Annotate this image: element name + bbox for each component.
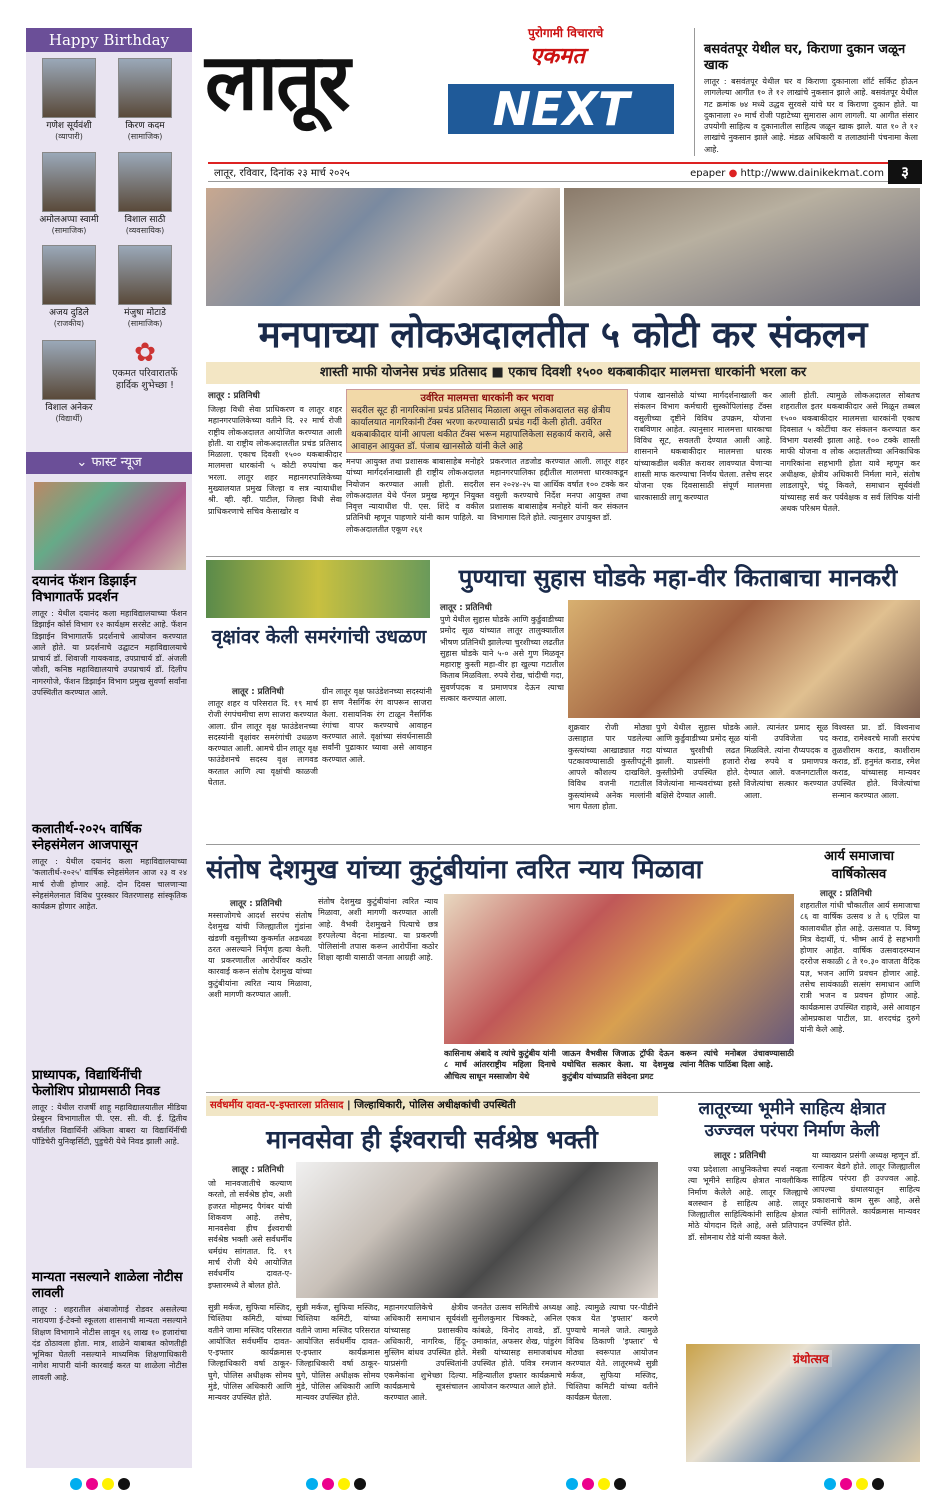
masthead-tagline: पुरोगामी विचाराचे: [528, 26, 604, 40]
registration-mark: [582, 1478, 594, 1490]
news-headline: दयानंद फॅशन डिझाईन विभागातर्फे प्रदर्शन: [32, 574, 137, 605]
news-body: लातूर : येथील दयानंद कला महाविद्यालयाच्या 'कलातीर्थ-२०२५' वार्षिक स्नेहसंमेलन आज २३ व २४ मार्च रोजी होणार आहे. दोन दिवस चालणाऱ्या स्नेहसंमेलनात विविध पुरस्कार वितरणासह सांस्कृतिक कार्यक्रम होणार आहेत.: [32, 857, 187, 912]
article-column: पंजाब खानसोळे यांच्या मार्गदर्शनाखाली कर संकलन विभाग कर्मचारी सुस्कोपिलांसह टॅक्स वसुलीच्या दृष्टीने विविध उपक्रम, योजना राबविणार आहेत. त्यानुसार मालमत्ता धारकाचा विविध सूट, सवलती देण्यात आली आहे. शासनाने थकबाकीदार मालमत्ता धारक यांच्याकडील थकीत करावर लावण्यात येणाऱ्या शास्ती माफ करण्याचा निर्णय घेतला. तसेच सदर योजना एक दिवसासाठी संपूर्ण मालमत्ता धारकासाठी लागू करण्यात: [634, 391, 772, 502]
article-column: सुन्नी मर्कज, सुफिया मस्जिद, चिश्तिया कमिटी, यांच्या वतीने जामा मस्जिद परिसरात आयोजित सर्वधर्मीय दावत-ए-इफ्तार कार्यक्रमास जिल्हाधिकारी वर्षा ठाकूर-घुगे, पोलिस अधीक्षक सोमय मुंडे, पोलिस अधिकारी आणि मान्यवर उपस्थित होते.: [296, 1303, 380, 1403]
story-photo: [444, 894, 794, 1044]
article-column: आहे. त्यामुळे त्याचा पर-पीडीने एकत्र येत 'इफ्तार' करणे पुण्याचे मानले जाते. त्यामुळे विविध ठिकाणी 'इफ्तार' चे मोठ्या स्वरूपात आयोजन करण्यात येते. लातूरमध्ये सुन्नी मर्कज, सुफिया मस्जिद, चिश्तिया कमिटी यांच्या वतीने कार्यक्रम घेतला.: [566, 1303, 658, 1403]
birthday-person: अमोलअप्पा स्वामी (सामाजिक): [34, 152, 104, 236]
article-column: मस्साजोगचे आदर्श सरपंच संतोष देशमुख यांची जिल्ह्यातील गुंडांना खंडणी वसुलीच्या कुकर्मात अडथळा ठरत असल्याने निर्घृण हत्या केली. या प्रकरणातील आरोपींवर कठोर कारवाई करून संतोष देशमुख यांच्या कुटुंबीयांना त्वरित न्याय मिळावा, अशी मागणी करण्यात आली.: [208, 911, 312, 1000]
news-headline: प्राध्यापक, विद्यार्थिनींची फेलोशिप प्रोग्रामसाठी निवड: [32, 1068, 160, 1099]
byline: लातूर : प्रतिनिधी: [232, 1165, 284, 1175]
divider: [694, 28, 695, 156]
story-photo: [564, 188, 920, 306]
article-column: ज्या प्रदेशाला आधुनिकतेचा स्पर्श नव्हता त्या भूमीने साहित्य क्षेत्रात नावलौकिक निर्माण केलेले आहे. लातूर जिल्ह्याचे बलस्थान हे साहित्य आहे. लातूर जिल्ह्यातील साहित्यिकांनी साहित्य क्षेत्रात मोठे योगदान दिले आहे, असे प्रतिपादन डॉ. सोमनाथ रोडे यांनी व्यक्त केले.: [688, 1165, 808, 1242]
top-right-headline: बसवंतपूर येथील घर, किराणा दुकान जळून खाक: [704, 42, 906, 73]
birthday-person: गणेश सूर्यवंशी (व्यापारी): [34, 58, 104, 142]
kicker-bar: सर्वधर्मीय दावत-ए-इफ्तारला प्रतिसाद | जिल्हाधिकारी, पोलिस अधीक्षकांची उपस्थिती: [206, 1096, 658, 1116]
kicker: आर्य समाजाचा: [824, 849, 894, 864]
masthead-lokmat: एकमत: [530, 44, 585, 69]
news-photo: [34, 482, 186, 570]
birthday-person: मंजुषा मोटाडे (सामाजिक): [110, 245, 180, 329]
registration-mark: [598, 1478, 610, 1490]
story-photo: [206, 188, 560, 306]
story-photo: [206, 560, 430, 618]
registration-mark: [102, 1478, 114, 1490]
registration-mark: [70, 1478, 82, 1490]
headline: लातूरच्या भूमीने साहित्य क्षेत्रात: [698, 1099, 886, 1119]
registration-mark: [338, 1478, 350, 1490]
byline: लातूर : प्रतिनिधी: [230, 899, 282, 909]
registration-mark: [824, 1478, 836, 1490]
article-column: आले. त्यानंतर प्रमाद सूळ यांनी उपविजेता पद मिळविले. त्यांना रौप्यपदक व रोख रुपये व प्रमाणपत्र देण्यात आले. वजनगटातील विजेत्यांचा सत्कार करण्यात आला.: [744, 723, 828, 800]
dateline: लातूर, रविवार, दिनांक २३ मार्च २०२५: [214, 168, 350, 179]
avatar: [42, 58, 96, 118]
headline: संतोष देशमुख यांच्या कुटुंबीयांना त्वरित न्याय मिळावा: [206, 855, 703, 885]
article-column: ग्रीन लातूर वृक्ष फाउंडेशनच्या सदस्यांनी हा सण नैसर्गिक रंग वापरून साजरा केला. रासायनिक रंग टाळून नैसर्गिक रंगांचा वापर करण्याचे आवाहन करण्यात आले. वृक्षांच्या संवर्धनासाठी सर्वांनी पुढाकार घ्यावा असे आवाहन करण्यात आले.: [322, 687, 432, 764]
photo-caption: जाऊन वैभवीस जिजाऊ ट्रॉफी देऊन यथोचित सत्कार केला. या देशमुख कुटुंबीय यांच्याप्रति संवेदना प्रगट: [562, 1049, 674, 1081]
headline: वृक्षांवर केली समरंगांची उधळण: [211, 626, 427, 648]
article-column: मनपा आयुक्त तथा प्रशासक बाबासाहेब मनोहरे यांच्या मार्गदर्शनाखाली ही राष्ट्रीय लोकअदालत नियोजन करण्यात आली होती. सदरील लोकअदालत येथे पॅनल प्रमुख म्हणून नियुक्त निवृत्त न्यायाधीश पी. एस. शिंदे व वकील प्रतिनिधी म्हणून पाहणारे यांनी काम पाहिले. या लोकअदालतीत एकूण २६१: [346, 457, 484, 534]
story-photo: [568, 600, 920, 718]
byline: लातूर : प्रतिनिधी: [714, 1151, 766, 1161]
headline: उज्ज्वल परंपरा निर्माण केली: [704, 1121, 880, 1141]
article-column: सुन्नी मर्कज, सुफिया मस्जिद, चिश्तिया कमिटी, यांच्या वतीने जामा मस्जिद परिसरात आयोजित सर्वधर्मीय दावत-ए-इफ्तार कार्यक्रमास जिल्हाधिकारी वर्षा ठाकूर-घुगे, पोलिस अधीक्षक सोमय मुंडे, पोलिस अधिकारी आणि मान्यवर उपस्थित होते.: [208, 1303, 292, 1403]
headline: पुण्याचा सुहास घोडके महा-वीर किताबाचा मानकरी: [458, 564, 898, 592]
registration-mark: [306, 1478, 318, 1490]
registration-mark: [856, 1478, 868, 1490]
masthead-next: NEXT: [448, 84, 674, 134]
article-column: शुक्रवार रोजी मोठ्या उत्साहात पार पडलेल्या कुस्त्यांच्या आखाड्यात गदा पटकावण्यासाठी कुस्तीपटूंनी आपले कौशल्य दाखविले. विविध वजनी गटातील कुस्त्यांमध्ये अनेक मल्लांनी भाग घेतला होता.: [568, 723, 652, 812]
registration-mark: [354, 1478, 366, 1490]
registration-mark: [86, 1478, 98, 1490]
article-column: संतोष देशमुख कुटुंबीयांना त्वरित न्याय मिळावा, अशी मागणी करण्यात आली आहे. वैभवी देशमुखने पित्याचे छत्र हरपलेल्या वेदना मांडल्या. या प्रकरणी पोलिसांनी तपास करून आरोपींना कठोर शिक्षा व्हावी यासाठी जनता आग्रही आहे.: [318, 897, 438, 963]
article-column: जनतेत उत्सव समितीचे अध्यक्ष सुनीलकुमार चिक्कटे, अनिल कांबळे, विनोद तावडे, डॉ. उमाकांत, अफसर शेख, पांडुरंग मेस्त्री यांच्यासह समाजबांधव उपस्थित होते. पवित्र रमजान महिन्यातील इफ्तार कार्यक्रमाचे आयोजन करण्यात आले होते.: [472, 1303, 562, 1392]
avatar: [118, 245, 172, 305]
top-right-body: लातूर : बसवंतपूर येथील घर व किराणा दुकानाला शॉर्ट सर्किट होऊन लागलेल्या आगीत १० ते १२ लाखांचे नुकसान झाले आहे. बसवंतपूर येथील गट क्रमांक ७४ मध्ये उद्धव सुरवसे यांचे घर व किराणा दुकान होते. या दुकानाला २० मार्च रोजी पहाटेच्या सुमारास आग लागली. या आगीत संसार उपयोगी साहित्य व दुकानातील साहित्य जळून खाक झाले. यात १० ते १२ लाखांचे नुकसान झाले आहे. मंडळ अधिकारी व तलाठ्यांनी पंचनामा केला आहे.: [704, 77, 918, 154]
headline: मनपाच्या लोकअदालतीत ५ कोटी कर संकलन: [258, 313, 868, 356]
dateline-bar: [208, 162, 888, 182]
registration-mark: [614, 1478, 626, 1490]
news-headline: मान्यता नसल्याने शाळेला नोटीस लावली: [32, 1270, 183, 1301]
registration-mark: [566, 1478, 578, 1490]
birthday-person: विशाल अनेकर (विद्यार्थी): [34, 340, 104, 424]
divider: [206, 556, 920, 557]
story-photo: [296, 1162, 658, 1298]
birthday-person: विशाल साठी (व्यवसायिक): [110, 152, 180, 236]
photo-caption: करून त्यांचे मनोबल उंचावण्यासाठी त्यांना नैतिक पाठिंबा दिला आहे.: [680, 1049, 794, 1070]
byline: लातूर : प्रतिनिधी: [440, 603, 492, 613]
fast-news-title: ⌄ फास्ट न्यूज: [26, 452, 192, 474]
highlight-box: उर्वरित मालमत्ता धारकांनी कर भरावा सदरील सूट ही नागरिकांना प्रचंड प्रतिसाद मिळाला असून लोकअदालत सह क्षेत्रीय कार्यालयात नागरिकांनी टॅक्स भरणा करण्यासाठी प्रचंड गर्दी केली होती. उर्वरित थकबाकीदार यांनी आपला थकीत टॅक्स भरून महापालिकेला सहकार्य करावे, असे आवाहन आयुक्त डॉ. पंजाब खानसोळे यांनी केले आहे: [346, 389, 628, 453]
registration-mark: [840, 1478, 852, 1490]
chevron-down-icon: ⌄: [76, 455, 88, 470]
divider: [206, 844, 920, 845]
news-headline: कलातीर्थ-२०२५ वार्षिक स्नेहसंमेलन आजपासून: [32, 822, 142, 853]
registration-mark: [872, 1478, 884, 1490]
article-column: लातूर शहर व परिसरात दि. १९ मार्च रोजी रंगपंचमीचा सण साजरा करण्यात आला. ग्रीन लातूर वृक्ष फाउंडेशनच्या सदस्यांनी वृक्षांवर समरंगांची उधळण करण्यात आली. आमचे ग्रीन लातूर वृक्ष फाउंडेशनचे सदस्य वृक्ष लागवड करतात आणि त्या वृक्षांची काळजी घेतात.: [208, 699, 318, 788]
aarya-samaj-header: [798, 848, 920, 884]
byline: लातूर : प्रतिनिधी: [820, 889, 872, 899]
article-column: पुणे येथील सुहास घोडके आणि कुर्डुवाडीच्या प्रमोद सूळ यांच्यात चुरशीची लढत झाली. याप्रसंगी हजारो कुस्तीप्रेमी उपस्थित होते. विजेत्यांना मान्यवरांच्या हस्ते बक्षिसे देण्यात आली.: [656, 723, 740, 800]
divider: [206, 1092, 920, 1093]
birthday-person: किरण कदम (सामाजिक): [110, 58, 180, 142]
article-column: शहरातील गांधी चौकातील आर्य समाजाचा ८६ वा वार्षिक उत्सव ४ ते ६ एप्रिल या कालावधीत होत आहे. उत्सवात प. विष्णू मित्र वेदार्थी, पं. भीष्म आर्य हे सहभागी होणार आहेत. वार्षिक उत्सवादरम्यान दररोज सकाळी ८ ते १०.३० वाजता वैदिक यज्ञ, भजन आणि प्रवचन होणार आहे. तसेच सायंकाळी सत्संग समाधान आणि रात्री भजन व प्रवचन होणार आहे. कार्यक्रमास उपस्थित राहावे, असे आवाहन ओमप्रकाश पाटील, प्रा. शरदचंद्र दुरुगे यांनी केले आहे.: [800, 901, 920, 1035]
registration-mark: [118, 1478, 130, 1490]
article-column: पुणे येथील सुहास घोडके आणि कुर्डुवाडीच्या प्रमोद सूळ यांच्यात लातूर तालुक्यातील भीषण प्रतिनिधी झालेल्या चुरशीच्या लढतीत सुहास घोडके याने ५-० असे गुण मिळवून महाराष्ट्र कुस्ती महा-वीर हा खुल्या गटातील किताब मिळविला. रुपये रोख, चांदीची गदा, सुवर्णपदक व प्रमाणपत्र देऊन त्याचा सत्कार करण्यात आला.: [440, 615, 564, 704]
masthead-latur: लातूर: [205, 38, 349, 128]
avatar: [118, 152, 172, 212]
avatar: [118, 58, 172, 118]
headline: वार्षिकोत्सव: [831, 867, 887, 882]
photo-caption: कासिनाथ अंबादे व त्यांचे कुटुंबीय यांनी ८ मार्च आंतरराष्ट्रीय महिला दिनाचे औचित्य साधून मस्साजोग येथे: [444, 1049, 556, 1081]
happy-birthday-title: Happy Birthday: [26, 28, 192, 52]
wish-text: एकमत परिवारातर्फे हार्दिक शुभेच्छा !: [112, 368, 178, 391]
article-column: जो मानवजातीचे कल्याण करतो, तो सर्वश्रेष्ठ होय, अशी हजरत मोहम्मद पैगंबर यांची शिकवण आहे. तसेच, मानवसेवा हीच ईश्वराची सर्वश्रेष्ठ भक्ती असे सर्वधर्मीय धर्मग्रंथ सांगतात. दि. १९ मार्च रोजी येथे आयोजित सर्वधर्मीय दावत-ए-इफ्तारमध्ये ते बोलत होते.: [208, 1179, 292, 1290]
article-column: प्रकरणात तडजोड करण्यात आली. लातूर शहर महानगरपालिका हद्दीतील मालमत्ता धारकाकडून सन २०२४-२५ या आर्थिक वर्षात १०० टक्के कर वसुली करण्याचे निर्देश मनपा आयुक्त तथा प्रशासक बाबासाहेब मनोहरे यांनी कर संकलन विभागास दिले होते. त्यानुसार उपायुक्त डॉ.: [490, 457, 628, 523]
article-column: विश्वस्त प्रा. डॉ. विश्वनाथ कराड, रामेश्वरचे माजी सरपंच तुळशीराम कराड, काशीराम कराड, डॉ. हनुमंत कराड, रमेश कराड, यांच्यासह मान्यवर उपस्थित होते. विजेत्यांचा सन्मान करण्यात आला.: [832, 723, 920, 800]
news-body: लातूर : येथील दयानंद कला महाविद्यालयाच्या फॅशन डिझाईन कोर्स विभाग १२ कार्यक्षम सरसेट आहे. फॅशन डिझाईन विभागातर्फे प्रदर्शनाचे आयोजन करण्यात आले होते. या प्रदर्शनाचे उद्घाटन महाविद्यालयाचे प्राचार्य डॉ. शिवाजी गायकवाड, उपप्राचार्य डॉ. अंजली जोशी, कनिष्ठ महाविद्यालयाचे उपप्राचार्य डॉ. दिलीप नागरगोजे, फॅशन डिझाईन विभाग प्रमुख सुवर्णा सर्वांना उपस्थितीत करण्यात आले.: [32, 609, 187, 698]
avatar: [42, 245, 96, 305]
article-column: आली होती. त्यामुळे लोकअदालत सोबतच शहरातील इतर थकबाकीदार असे मिळून तब्बल १५०० थकबाकीदार मालमत्ता धारकांनी एकाच दिवसात ५ कोटींचा कर संकलन करण्यात कर विभाग यशस्वी झाला आहे. १०० टक्के शास्ती माफी योजना व लोक अदालतीच्या अनिकाधिक नागरिकांना सहभागी होता यावे म्हणून कर अधीक्षक, क्षेत्रीय अधिकारी निर्मला माने, संतोष लाडलापुरे, चंदू किवले, समाधान सूर्यवंशी यांच्यासह सर्व कर पर्यवेक्षक व सर्व लिपिक यांनी अथक परिश्रम घेतले.: [780, 391, 920, 513]
news-body: लातूर : येथील राजर्षी शाहू महाविद्यालयातील मीडिया प्रेस्बुरन विभागातील पी. एस. सी. वी. ई. द्वितीय वर्षातील विद्यार्थिनी अंकिता बाबरा या विद्यार्थिनींची पॉडिचेरी युनिव्हर्सिटी, पुडुचेरी येथे निवड झाली आहे.: [32, 1103, 187, 1146]
byline: लातूर : प्रतिनिधी: [208, 391, 260, 401]
article-column: महानगरपालिकेचे क्षेत्रीय अधिकारी समाधान सूर्यवंशी यांच्यासह प्रशासकीय अधिकारी, नागरिक, हिंदू-मुस्लिम बांधव उपस्थित होते. याप्रसंगी उपस्थितांनी एकमेकांना शुभेच्छा दिल्या. कार्यक्रमाचे सूत्रसंचालन करण्यात आले.: [384, 1303, 468, 1403]
birthday-person: अजय दुडिले (राजकीय): [34, 245, 104, 329]
avatar: [42, 152, 96, 212]
avatar: [42, 340, 96, 400]
article-column: या व्याख्यान प्रसंगी अध्यक्ष म्हणून डॉ. रत्नाकर बेडगे होते. लातूर जिल्ह्यातील साहित्य परंपरा ही उज्ज्वल आहे. आपल्या ग्रंथालयातून साहित्य प्रकाशनाचे काम सुरू आहे, असे त्यांनी सांगितले. कार्यक्रमास मान्यवर उपस्थित होते.: [812, 1151, 920, 1228]
byline: लातूर : प्रतिनिधी: [232, 687, 284, 697]
article-column: जिल्हा विधी सेवा प्राधिकरण व लातूर शहर महानगरपालिकेच्या वतीने दि. २२ मार्च रोजी राष्ट्रीय लोकअदालत आयोजित करण्यात आली होती. या राष्ट्रीय लोकअदालतीत प्रचंड प्रतिसाद मिळाला. एकाच दिवशी १५०० थकबाकीदार मालमत्ता धारकांनी ५ कोटी रुपयांचा कर भरला. लातूर शहर महानगरपालिकेच्या मुख्यालयात प्रमुख जिल्हा व सत्र न्यायाधीश श्री. व्ही. व्ही. पाटील, जिल्हा विधी सेवा प्राधिकरणाचे सचिव केसाखोर व: [208, 405, 342, 516]
banner-text: ग्रंथोत्सव: [790, 1350, 832, 1367]
wish-block: [112, 338, 178, 392]
news-body: लातूर : शहरातील अंबाजोगाई रोडवर असलेल्या नारायणा ई-टेक्नो स्कूलला शासनाची मान्यता नसल्याने शिक्षण विभागाने नोटीस लावून १६ लाख १० हजारांचा दंड ठोठावला होता. मात्र, शाळेने याबाबत कोणतीही भूमिका घेतली नसल्याने माध्यमिक शिक्षणाधिकारी नागेश मापारी यांनी कारवाई करत या शाळेला नोटीस लावली आहे.: [32, 1305, 187, 1382]
epaper-link[interactable]: epaper ● http://www.dainikekmat.com: [690, 168, 884, 179]
globe-icon: ●: [728, 168, 738, 179]
headline: मानवसेवा ही ईश्वराची सर्वश्रेष्ठ भक्ती: [266, 1125, 598, 1154]
flower-icon: ✿: [134, 338, 156, 368]
registration-mark: [322, 1478, 334, 1490]
subheadline: शास्ती माफी योजनेस प्रचंड प्रतिसाद ■ एकाच दिवशी १५०० थकबाकीदार मालमत्ता धारकांनी भरला कर: [206, 362, 920, 384]
page-number: ३: [888, 160, 922, 184]
